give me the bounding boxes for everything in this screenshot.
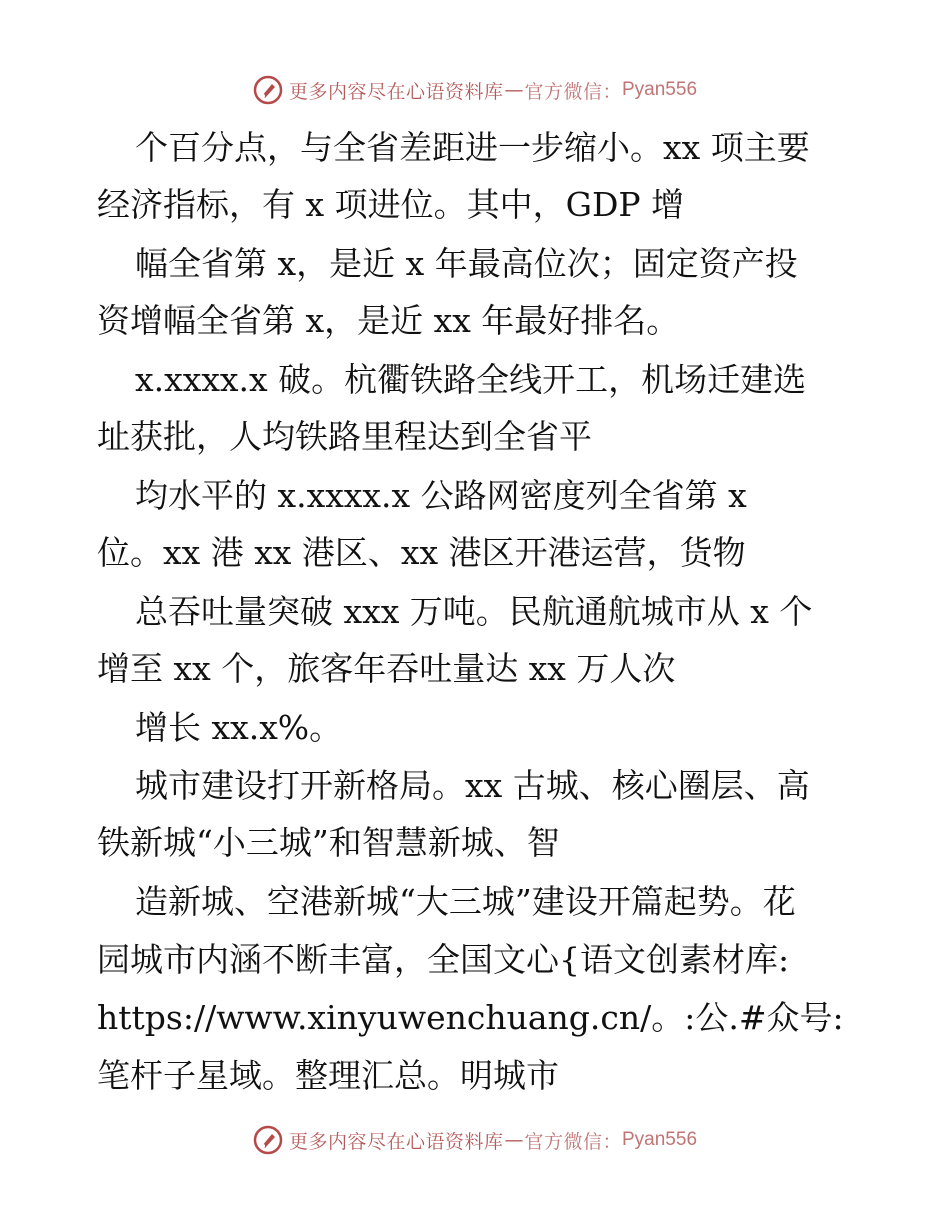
footer-wechat-id: Pyan556	[622, 1129, 698, 1150]
footer-banner	[0, 1120, 950, 1160]
pen-nib-logo-icon	[253, 1125, 283, 1155]
body-line: 造新城、空港新城“大三城”建设开篇起势。花	[135, 882, 796, 921]
body-line: 幅全省第 x，是近 x 年最高位次；固定资产投	[135, 244, 798, 283]
body-line: https://www.xinyuwenchuang.cn/。:公.#众号:	[97, 998, 844, 1037]
header-wechat-id: Pyan556	[622, 79, 698, 100]
body-line: 位。xx 港 xx 港区、xx 港区开港运营，货物	[97, 533, 746, 572]
footer-contact-label: 官方微信：	[524, 1130, 622, 1153]
pen-nib-logo-icon	[253, 75, 283, 105]
header-banner	[0, 70, 950, 110]
body-line: 增至 xx 个，旅客年吞吐量达 xx 万人次	[97, 649, 676, 688]
footer-brand-text: 更多内容尽在心语资料库	[288, 1130, 504, 1153]
body-line: 个百分点，与全省差距进一步缩小。xx 项主要	[135, 128, 810, 167]
header-brand-text: 更多内容尽在心语资料库	[288, 80, 504, 103]
body-line: 铁新城“小三城”和智慧新城、智	[97, 823, 560, 862]
body-line: x.xxxx.x 破。杭衢铁路全线开工，机场迁建选	[135, 360, 807, 399]
body-line: 经济指标，有 x 项进位。其中，GDP 增	[97, 185, 685, 224]
body-line: 均水平的 x.xxxx.x 公路网密度列全省第 x	[135, 476, 747, 515]
body-line: 园城市内涵不断丰富，全国文心{语文创素材库:	[97, 940, 790, 979]
body-line: 总吞吐量突破 xxx 万吨。民航通航城市从 x 个	[135, 592, 813, 631]
footer-separator: —	[504, 1129, 524, 1151]
body-line: 址获批，人均铁路里程达到全省平	[97, 417, 592, 456]
body-line: 城市建设打开新格局。xx 古城、核心圈层、高	[135, 766, 810, 805]
header-contact-label: 官方微信：	[524, 80, 622, 103]
header-separator: —	[504, 79, 524, 101]
body-line: 资增幅全省第 x，是近 xx 年最好排名。	[97, 301, 680, 340]
body-line: 笔杆子星域。整理汇总。明城市	[97, 1056, 559, 1095]
body-line: 增长 xx.x%。	[135, 708, 343, 747]
